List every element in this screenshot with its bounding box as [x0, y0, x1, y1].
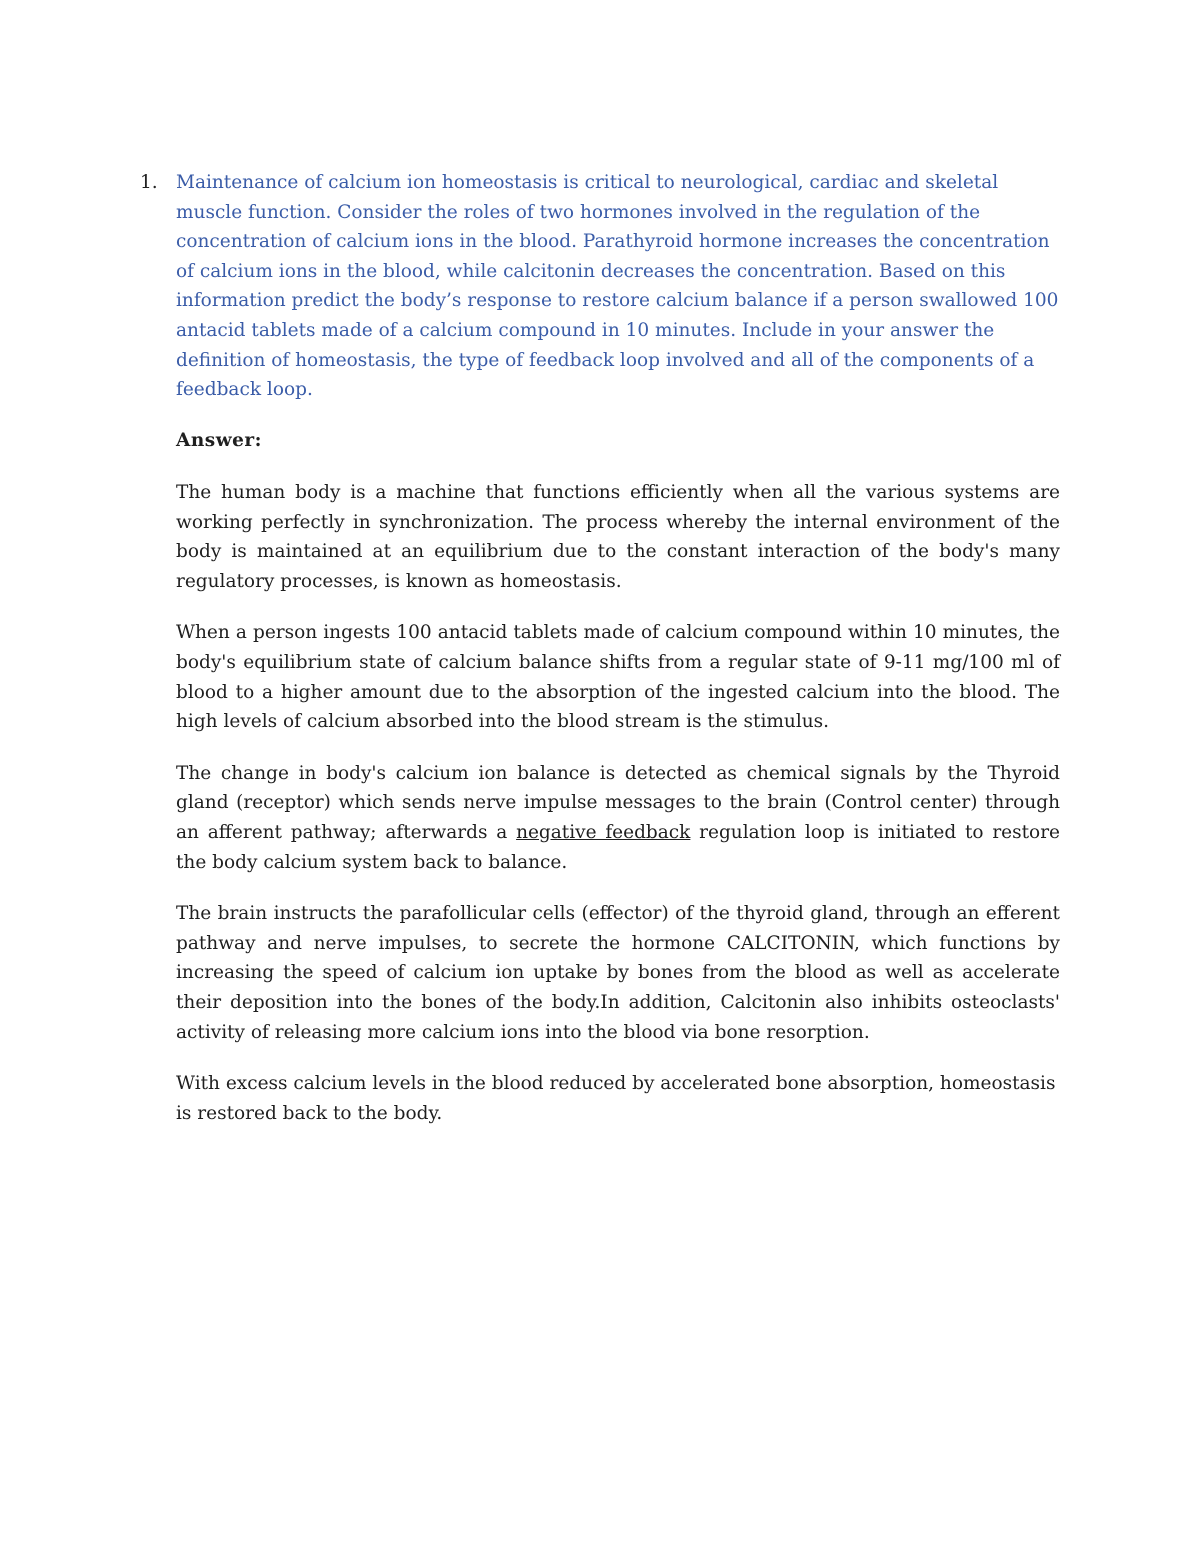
answer-paragraph-4: The brain instructs the parafollicular cells (effector) of the thyroid gland, through an efferent pathway and nerve impulses, to secrete the hormone CALCITONIN, which functions by increasing the speed of calcium ion uptake by bones from the blood as well as accelerate their deposition into the bones of the body.In addition, Calcitonin also inhibits osteoclasts' activity of releasing more calcium ions into the blood via bone resorption.: [176, 903, 1060, 1043]
answer-paragraph-3-end: regulation loop is initiated to restore the body calcium system back to balance.: [176, 821, 1060, 873]
answer-heading: Answer:: [176, 430, 262, 451]
question-item: [140, 168, 1060, 405]
negative-feedback-term: negative feedback: [516, 821, 691, 843]
answer-paragraph-5: With excess calcium levels in the blood reduced by accelerated bone absorption, homeostasis is restored back to the body.: [176, 1073, 1056, 1124]
question-text: Maintenance of calcium ion homeostasis is critical to neurological, cardiac and skeletal muscle function. Consider the roles of two hormones involved in the regulation of the concentration of calcium ions in the blood. Parathyroid hormone increases the concentration of calcium ions in the blood, while calcitonin decreases the concentration. Based on this information predict the body’s response to restore calcium balance if a person swallowed 100 antacid tablets made of a calcium compound in 10 minutes. Include in your answer the definition of homeostasis, the type of feedback loop involved and all of the components of a feedback loop.: [176, 172, 1059, 401]
answer-paragraph-2: When a person ingests 100 antacid tablets made of calcium compound within 10 minutes, the body's equilibrium state of calcium balance shifts from a regular state of 9-11 mg/100 ml of blood to a higher amount due to the absorption of the ingested calcium into the blood. The high levels of calcium absorbed into the blood stream is the stimulus.: [176, 622, 1060, 733]
answer-paragraph-3: [176, 759, 1060, 877]
question-number: 1.: [140, 172, 158, 193]
answer-paragraph-3-start: The change in body's calcium ion balance is detected as chemical signals by the Thyroid gland (receptor) which sends nerve impulse messages to the brain (Control center) through an afferent pathway; afterwards a: [176, 762, 1060, 843]
answer-paragraph-1: The human body is a machine that functions efficiently when all the various systems are working perfectly in synchronization. The process whereby the internal environment of the body is maintained at an equilibrium due to the constant interaction of the body's many regulatory processes, is known as homeostasis.: [176, 482, 1060, 592]
answer-section: [176, 426, 1060, 1150]
